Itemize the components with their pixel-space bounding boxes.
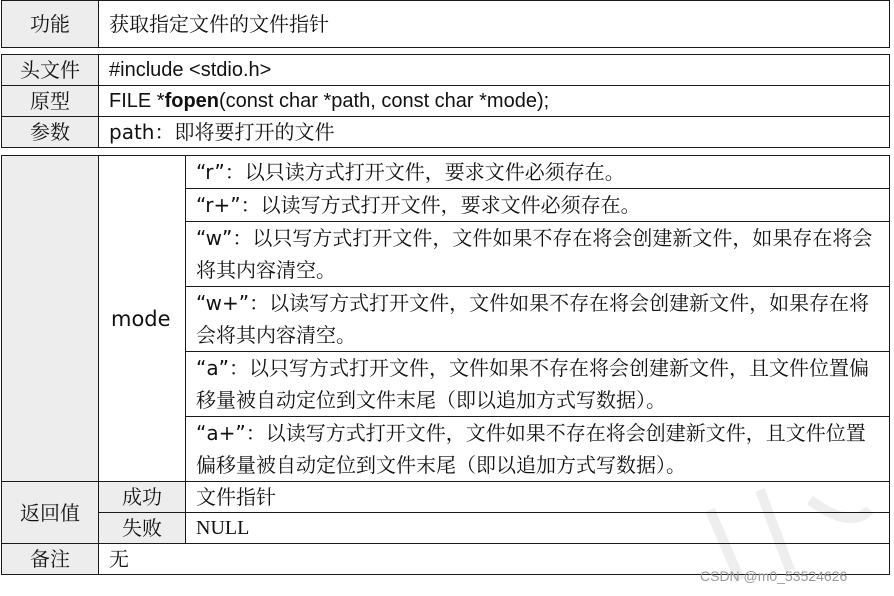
mode-label: mode — [99, 156, 186, 482]
function-value: 获取指定文件的文件指针 — [99, 1, 890, 48]
mode-return-note-table — [1, 155, 890, 575]
header-row — [2, 55, 890, 86]
mode-item-r-plus: “r+”：以读写方式打开文件，要求文件必须存在。 — [186, 189, 890, 222]
note-label: 备注 — [2, 544, 99, 575]
mode-item-a-plus: “a+”：以读写方式打开文件，文件如果不存在将会创建新文件，且文件位置偏移量被自动定位到文件末尾（即以追加方式写数据）。 — [186, 417, 890, 482]
prototype-row — [2, 86, 890, 117]
return-fail-label: 失败 — [99, 513, 186, 544]
mode-item-w: “w”：以只写方式打开文件，文件如果不存在将会创建新文件，如果存在将会将其内容清空。 — [186, 222, 890, 287]
function-label: 功能 — [2, 1, 99, 48]
header-label: 头文件 — [2, 55, 99, 86]
header-value: #include <stdio.h> — [99, 55, 890, 86]
return-success-label: 成功 — [99, 482, 186, 513]
function-row — [2, 1, 890, 48]
mode-row — [2, 156, 890, 189]
return-success-value: 文件指针 — [186, 482, 890, 513]
params-value: path：即将要打开的文件 — [99, 117, 890, 148]
mode-item-w-plus: “w+”：以读写方式打开文件，文件如果不存在将会创建新文件，如果存在将会将其内容清空。 — [186, 287, 890, 352]
note-value: 无 — [99, 544, 890, 575]
return-fail-value: NULL — [186, 513, 890, 544]
return-success-row — [2, 482, 890, 513]
params-row — [2, 117, 890, 148]
prototype-label: 原型 — [2, 86, 99, 117]
prototype-prefix: FILE * — [109, 90, 165, 112]
csdn-watermark: CSDN @m0_53524626 — [700, 568, 848, 584]
mode-item-r: “r”：以只读方式打开文件，要求文件必须存在。 — [186, 156, 890, 189]
mode-item-a: “a”：以只写方式打开文件，文件如果不存在将会创建新文件，且文件位置偏移量被自动定位到文件末尾（即以追加方式写数据）。 — [186, 352, 890, 417]
header-proto-params-table — [1, 54, 890, 148]
prototype-suffix: (const char *path, const char *mode); — [219, 90, 550, 112]
params-label: 参数 — [2, 117, 99, 148]
return-fail-row — [2, 513, 890, 544]
function-table — [1, 0, 890, 48]
return-label: 返回值 — [2, 482, 99, 544]
mode-empty-cell — [2, 156, 99, 482]
prototype-function-name: fopen — [164, 90, 220, 112]
prototype-value — [99, 86, 890, 117]
